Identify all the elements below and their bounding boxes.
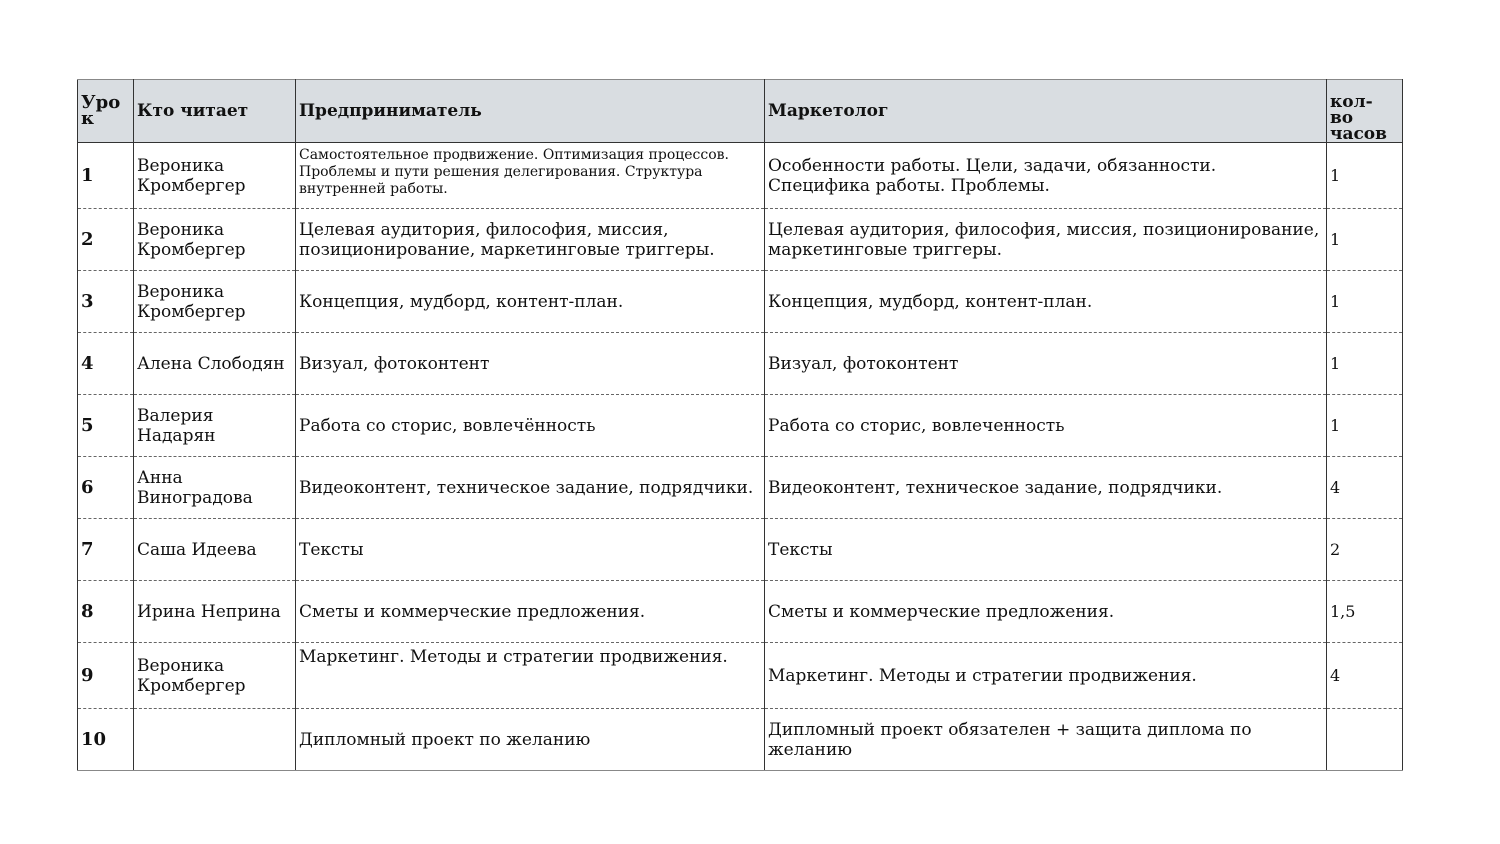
lecturer-name: Вероника Кромбергер — [134, 271, 296, 333]
lesson-number: 6 — [78, 457, 134, 519]
lesson-number: 3 — [78, 271, 134, 333]
header-hours — [1327, 80, 1403, 143]
marketer-topic: Дипломный проект обязателен + защита диплома по желанию — [765, 709, 1327, 771]
marketer-topic: Визуал, фотоконтент — [765, 333, 1327, 395]
table-header-row — [78, 80, 1403, 143]
lesson-number: 2 — [78, 209, 134, 271]
hours-count: 1 — [1327, 143, 1403, 209]
hours-count: 1,5 — [1327, 581, 1403, 643]
course-schedule-table — [77, 79, 1403, 771]
lesson-number: 10 — [78, 709, 134, 771]
lesson-number: 8 — [78, 581, 134, 643]
hours-count: 1 — [1327, 209, 1403, 271]
entrepreneur-topic: Дипломный проект по желанию — [296, 709, 765, 771]
marketer-topic: Маркетинг. Методы и стратегии продвижения. — [765, 643, 1327, 709]
marketer-topic: Видеоконтент, техническое задание, подрядчики. — [765, 457, 1327, 519]
table-row — [78, 709, 1403, 771]
table-row — [78, 143, 1403, 209]
table-row — [78, 271, 1403, 333]
marketer-topic: Сметы и коммерческие предложения. — [765, 581, 1327, 643]
header-hours-label: кол- во часов — [1330, 92, 1387, 143]
entrepreneur-topic: Видеоконтент, техническое задание, подрядчики. — [296, 457, 765, 519]
hours-count: 1 — [1327, 395, 1403, 457]
hours-count: 1 — [1327, 333, 1403, 395]
lecturer-name: Анна Виноградова — [134, 457, 296, 519]
header-who-reads: Кто читает — [134, 80, 296, 143]
lecturer-name — [134, 709, 296, 771]
entrepreneur-topic: Самостоятельное продвижение. Оптимизация процессов. Проблемы и пути решения делегирования. Структура внутренней работы. — [296, 143, 765, 209]
marketer-topic: Особенности работы. Цели, задачи, обязанности. Специфика работы. Проблемы. — [765, 143, 1327, 209]
lecturer-name: Вероника Кромбергер — [134, 143, 296, 209]
entrepreneur-topic: Сметы и коммерческие предложения. — [296, 581, 765, 643]
lecturer-name: Ирина Неприна — [134, 581, 296, 643]
table-row — [78, 333, 1403, 395]
lecturer-name: Валерия Надарян — [134, 395, 296, 457]
marketer-topic: Концепция, мудборд, контент-план. — [765, 271, 1327, 333]
table-row — [78, 519, 1403, 581]
lesson-number: 5 — [78, 395, 134, 457]
table-row — [78, 457, 1403, 519]
entrepreneur-topic: Концепция, мудборд, контент-план. — [296, 271, 765, 333]
entrepreneur-topic: Работа со сторис, вовлечённость — [296, 395, 765, 457]
marketer-topic: Целевая аудитория, философия, миссия, позиционирование, маркетинговые триггеры. — [765, 209, 1327, 271]
entrepreneur-topic: Тексты — [296, 519, 765, 581]
entrepreneur-topic: Визуал, фотоконтент — [296, 333, 765, 395]
lesson-number: 4 — [78, 333, 134, 395]
entrepreneur-topic: Маркетинг. Методы и стратегии продвижения. — [296, 643, 765, 709]
marketer-topic: Тексты — [765, 519, 1327, 581]
header-entrepreneur: Предприниматель — [296, 80, 765, 143]
hours-count — [1327, 709, 1403, 771]
hours-count: 4 — [1327, 457, 1403, 519]
table-row — [78, 643, 1403, 709]
lesson-number: 9 — [78, 643, 134, 709]
lesson-number: 7 — [78, 519, 134, 581]
header-lesson — [78, 80, 134, 143]
header-marketer: Маркетолог — [765, 80, 1327, 143]
marketer-topic: Работа со сторис, вовлеченность — [765, 395, 1327, 457]
lecturer-name: Алена Слободян — [134, 333, 296, 395]
hours-count: 1 — [1327, 271, 1403, 333]
lecturer-name: Вероника Кромбергер — [134, 209, 296, 271]
lecturer-name: Вероника Кромбергер — [134, 643, 296, 709]
hours-count: 2 — [1327, 519, 1403, 581]
hours-count: 4 — [1327, 643, 1403, 709]
entrepreneur-topic: Целевая аудитория, философия, миссия, позиционирование, маркетинговые триггеры. — [296, 209, 765, 271]
table-row — [78, 209, 1403, 271]
table-row — [78, 395, 1403, 457]
lecturer-name: Саша Идеева — [134, 519, 296, 581]
table-row — [78, 581, 1403, 643]
lesson-number: 1 — [78, 143, 134, 209]
header-lesson-label: Уро к — [81, 92, 121, 129]
